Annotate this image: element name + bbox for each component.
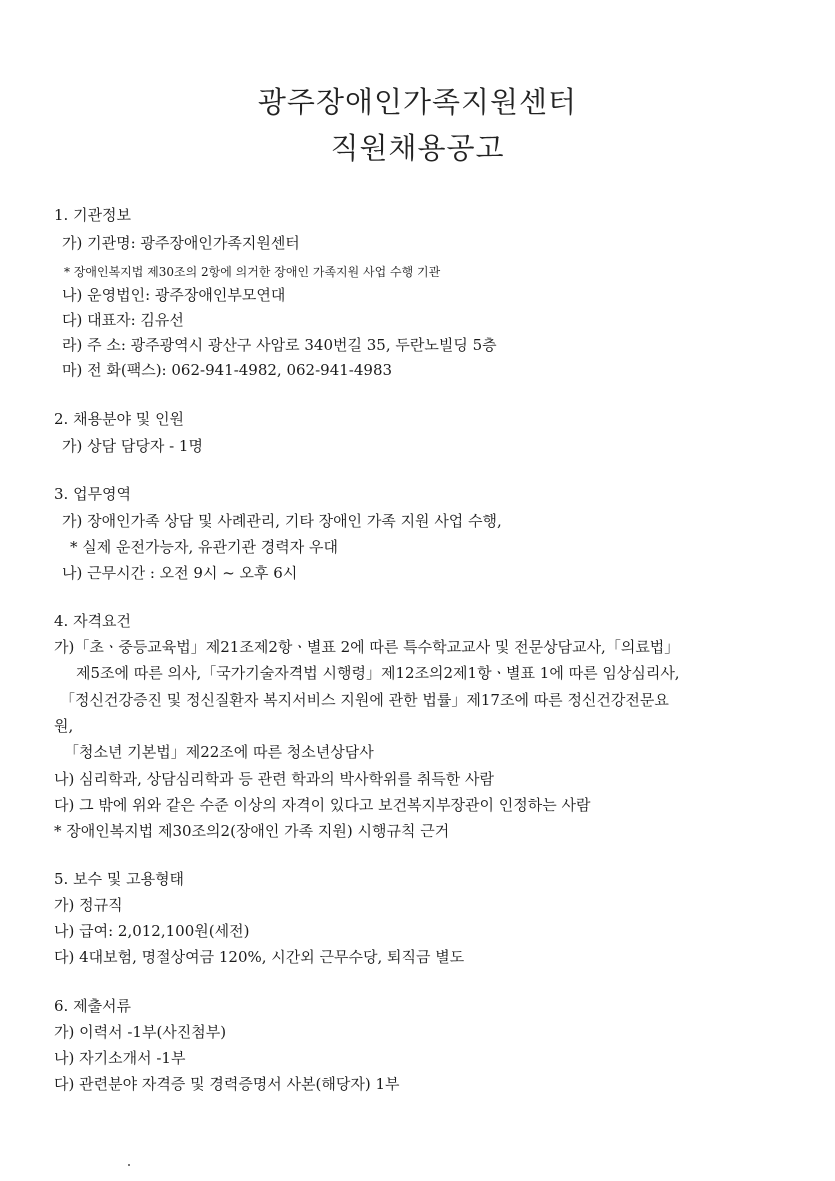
page-subtitle: 직원채용공고 — [330, 131, 505, 165]
qualification-line: 「정신건강증진 및 정신질환자 복지서비스 지원에 관한 법률」제17조에 따른 정신건강전문요 — [60, 691, 669, 709]
compensation-type: 가) 정규직 — [54, 896, 123, 914]
org-phone: 마) 전 화(팩스): 062-941-4982, 062-941-4983 — [62, 361, 393, 379]
document-item: 나) 자기소개서 -1부 — [54, 1049, 186, 1067]
org-operator: 나) 운영법인: 광주장애인부모연대 — [62, 286, 286, 304]
compensation-salary: 나) 급여: 2,012,100원(세전) — [54, 922, 250, 940]
qualification-line: 「청소년 기본법」제22조에 따른 청소년상담사 — [64, 743, 374, 761]
qualification-line: 제5조에 따른 의사,「국가기술자격법 시행령」제12조의2제1항ㆍ별표 1에 따른 임상심리사, — [76, 664, 680, 682]
recruitment-position: 가) 상담 담당자 - 1명 — [62, 437, 203, 455]
page-title: 광주장애인가족지원센터 — [257, 85, 578, 119]
org-representative: 다) 대표자: 김유선 — [62, 311, 184, 329]
duties-item: 가) 장애인가족 상담 및 사례관리, 기타 장애인 가족 지원 사업 수행, — [62, 512, 502, 530]
qualification-line: 가)「초ㆍ중등교육법」제21조제2항ㆍ별표 2에 따른 특수학교교사 및 전문상담교사,「의료법」 — [54, 638, 680, 656]
org-note: * 장애인복지법 제30조의 2항에 의거한 장애인 가족지원 사업 수행 기관 — [64, 265, 441, 279]
section-heading-duties: 3. 업무영역 — [54, 485, 132, 503]
qualification-line: 다) 그 밖에 위와 같은 수준 이상의 자격이 있다고 보건복지부장관이 인정하는 사람 — [54, 796, 591, 814]
section-heading-recruitment: 2. 채용분야 및 인원 — [54, 410, 185, 428]
qualification-line: 원, — [54, 717, 74, 735]
scan-speck — [128, 1164, 130, 1166]
section-heading-documents: 6. 제출서류 — [54, 997, 132, 1015]
org-name: 가) 기관명: 광주장애인가족지원센터 — [62, 234, 300, 252]
duties-hours: 나) 근무시간 : 오전 9시 ~ 오후 6시 — [62, 564, 298, 582]
qualification-line: 나) 심리학과, 상담심리학과 등 관련 학과의 박사학위를 취득한 사람 — [54, 770, 494, 788]
org-address: 라) 주 소: 광주광역시 광산구 사암로 340번길 35, 두란노빌딩 5층 — [62, 336, 497, 354]
document-item: 가) 이력서 -1부(사진첨부) — [54, 1023, 227, 1041]
section-heading-compensation: 5. 보수 및 고용형태 — [54, 870, 185, 888]
section-heading-organization: 1. 기관정보 — [54, 206, 132, 224]
compensation-benefits: 다) 4대보험, 명절상여금 120%, 시간외 근무수당, 퇴직금 별도 — [54, 948, 465, 966]
duties-note: * 실제 운전가능자, 유관기관 경력자 우대 — [70, 538, 338, 556]
qualification-note: * 장애인복지법 제30조의2(장애인 가족 지원) 시행규칙 근거 — [54, 822, 450, 840]
document-item: 다) 관련분야 자격증 및 경력증명서 사본(해당자) 1부 — [54, 1075, 400, 1093]
section-heading-qualifications: 4. 자격요건 — [54, 612, 132, 630]
